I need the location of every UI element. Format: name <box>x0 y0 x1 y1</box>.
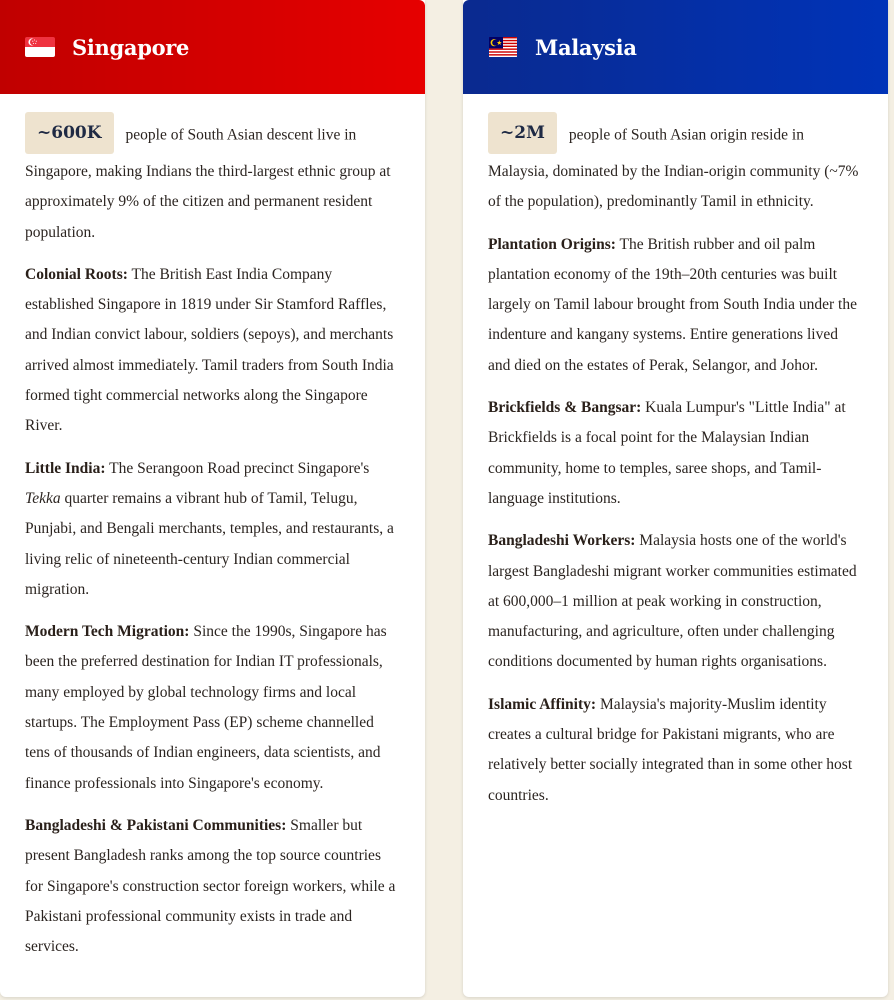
section-text: Malaysia's majority-Muslim identity creates a cultural bridge for Pakistani migrants, who are relatively better socially integrated than in some other host countries. <box>488 695 853 804</box>
section-label: Modern Tech Migration: <box>25 623 190 641</box>
singapore-section-colonial-roots <box>25 260 400 442</box>
section-label: Little India: <box>25 459 106 477</box>
section-text: The Serangoon Road precinct Singapore's <box>105 459 370 477</box>
singapore-title: Singapore <box>72 34 190 60</box>
singapore-section-modern-tech <box>25 617 400 799</box>
section-label: Brickfields & Bangsar: <box>488 399 642 417</box>
singapore-stat-badge: ~600K <box>25 112 114 154</box>
malaysia-section-bangladeshi-workers <box>488 526 863 677</box>
malaysia-stat-badge: ~2M <box>488 112 557 154</box>
section-label: Plantation Origins: <box>488 235 616 253</box>
section-text: Smaller but present Bangladesh ranks among the top source countries for Singapore's construction sector foreign workers, while a Pakistani professional community exists in trade and services. <box>25 816 396 956</box>
singapore-intro <box>25 115 400 248</box>
section-label: Bangladeshi Workers: <box>488 532 636 550</box>
section-label: Bangladeshi & Pakistani Communities: <box>25 816 287 834</box>
singapore-intro-text: people of South Asian descent live in Singapore, making Indians the third-largest ethnic group at approximately 9% of the citizen and permanent resident population. <box>25 126 391 241</box>
malaysia-intro <box>488 115 863 218</box>
malaysia-flag-icon <box>488 37 518 57</box>
section-text: Kuala Lumpur's "Little India" at Brickfields is a focal point for the Malaysian Indian community, home to temples, saree shops, and Tamil-language institutions. <box>488 399 846 507</box>
singapore-card <box>0 0 425 997</box>
malaysia-section-islamic-affinity <box>488 690 863 811</box>
malaysia-intro-text: people of South Asian origin reside in Malaysia, dominated by the Indian-origin community (~7% of the population), predominantly Tamil in ethnicity. <box>488 126 859 211</box>
malaysia-card-header <box>463 0 888 94</box>
malaysia-card <box>463 0 888 997</box>
section-text: The British East India Company established Singapore in 1819 under Sir Stamford Raffles, and Indian convict labour, soldiers (sepoys), and merchants arrived almost immediately. Tamil traders from South India formed tight commercial networks along the Singapore River. <box>25 265 394 435</box>
section-label: Islamic Affinity: <box>488 695 597 713</box>
singapore-section-little-india <box>25 454 400 605</box>
section-text: The British rubber and oil palm plantation economy of the 19th–20th centuries was built largely on Tamil labour brought from South India under the indenture and kangany systems. Entire generations lived and died on the estates of Perak, Selangor, and Johor. <box>488 235 857 374</box>
section-text: quarter remains a vibrant hub of Tamil, Telugu, Punjabi, and Bengali merchants, temples, and restaurants, a living relic of nineteenth-century Indian commercial migration. <box>25 489 394 598</box>
singapore-flag-icon <box>25 37 55 57</box>
singapore-card-header <box>0 0 425 94</box>
singapore-section-bangladeshi-pakistani <box>25 811 400 962</box>
section-text: Since the 1990s, Singapore has been the preferred destination for Indian IT professionals, many employed by global technology firms and local startups. The Employment Pass (EP) scheme channelled tens of thousands of Indian engineers, data scientists, and finance professionals into Singapore's economy. <box>25 623 387 792</box>
malaysia-title: Malaysia <box>535 34 637 60</box>
malaysia-card-body <box>463 94 888 811</box>
malaysia-section-plantation-origins <box>488 230 863 381</box>
section-italic-term: Tekka <box>25 489 61 507</box>
singapore-card-body <box>0 94 425 962</box>
section-label: Colonial Roots: <box>25 265 128 283</box>
malaysia-section-brickfields <box>488 393 863 514</box>
section-text: Malaysia hosts one of the world's largest Bangladeshi migrant worker communities estimated at 600,000–1 million at peak working in construction, manufacturing, and agriculture, often under challenging conditions documented by human rights organisations. <box>488 532 857 671</box>
